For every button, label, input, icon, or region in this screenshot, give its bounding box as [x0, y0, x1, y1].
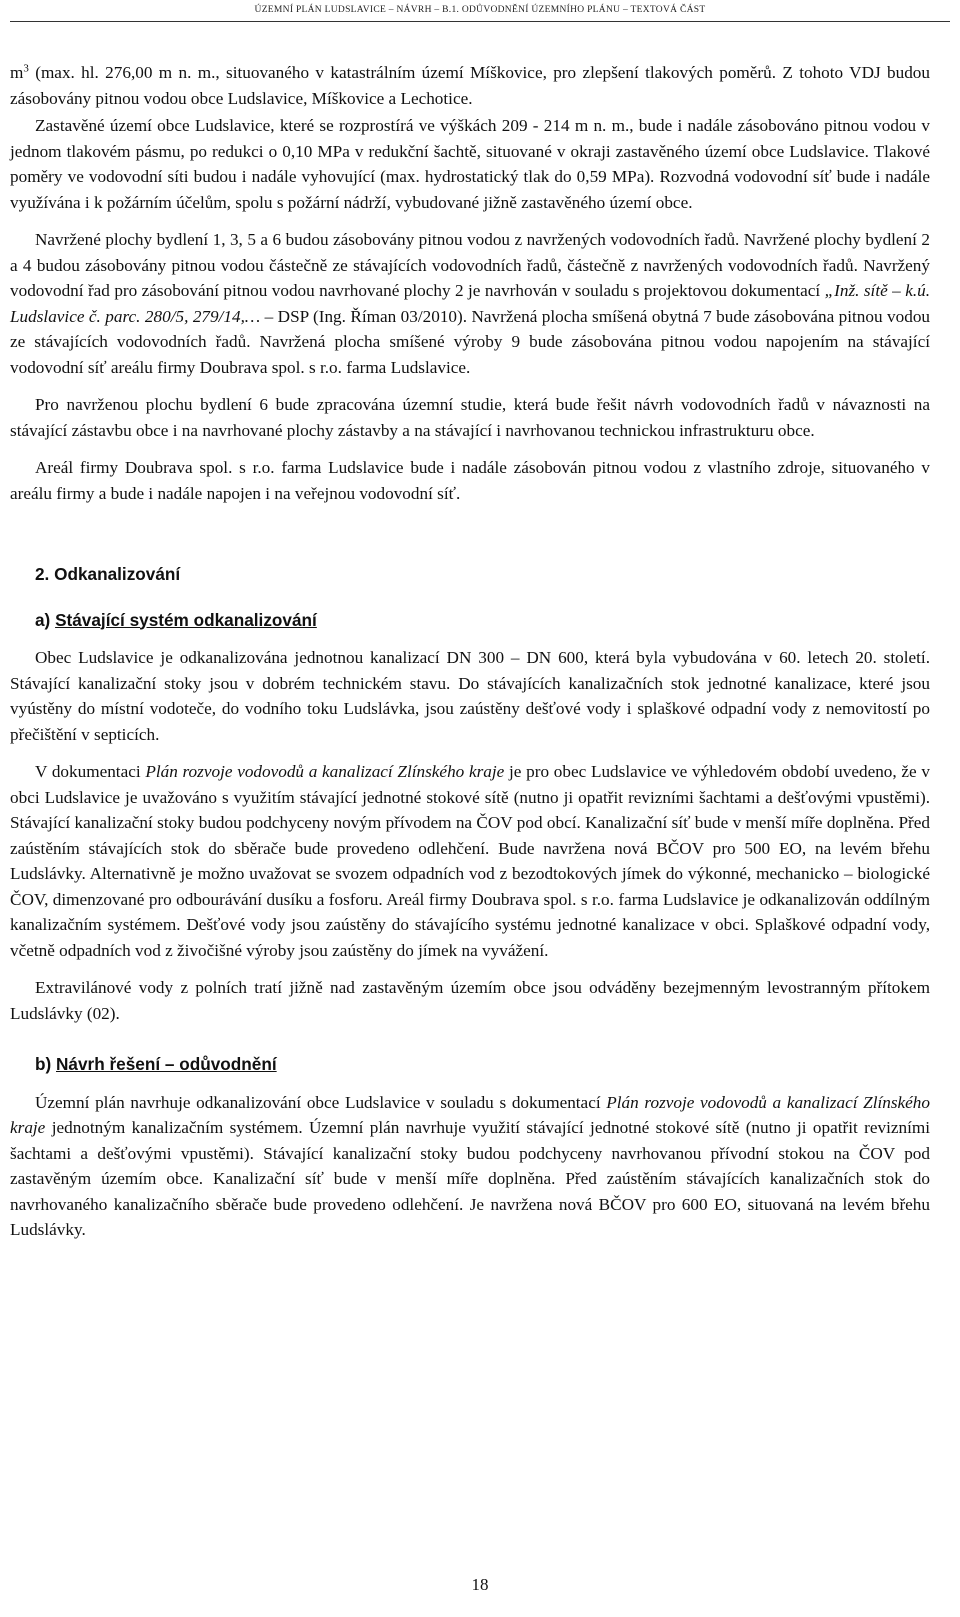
paragraph-text: DSP (Ing. Říman 03/2010). Navržená plocha smíšená obytná 7 bude zásobována pitnou vodou ze stávajících vodovodních řadů. Navržená plocha smíšené výroby 9 bude zásobována pitnou vodou napojením na stávající vodovodní síť areálu firmy Doubrava spol. s r.o. farma Ludslavice.	[10, 306, 931, 377]
header-divider	[10, 21, 950, 22]
paragraph-text: jednotným kanalizačním systémem. Územní plán navrhuje využití stávající jednotné stokové sítě (nutno ji opatřit revizními šachtami a dešťovými vpustěmi). Stávající kanalizační stoky budou podchyceny navrhovanou přívodní stokou na ČOV pod zastavěným územím obce. Kanalizační síť bude v menší míře doplněna. Před zaústěním stávajících kanalizačních stok do navrhovaného kanalizačního sběrače bude provedeno odlehčení. Je navržena nová BČOV pro 600 EO, situovaná na levém břehu Ludslávky.	[10, 1118, 930, 1239]
paragraph-water-reservoir	[10, 60, 930, 111]
running-header: ÚZEMNÍ PLÁN LUDSLAVICE – NÁVRH – B.1. ODŮVODNĚNÍ ÚZEMNÍHO PLÁNU – TEXTOVÁ ČÁST	[254, 5, 706, 15]
paragraph-existing-sewer: Obec Ludslavice je odkanalizována jednotnou kanalizací DN 300 – DN 600, která byla vybudována v 60. letech 20. století. Stávající kanalizační stoky jsou v dobrém technickém stavu. Do stávajících kanalizačních stok jednotné kanalizace, které jsou vyústěny do místní vodoteče, do vodního toku Ludslávka, jsou zaústěny dešťové vody i splaškové odpadní vody z nemovitostí po přečištění v septicích.	[10, 648, 930, 744]
subsection-title: Návrh řešení – odůvodnění	[56, 1054, 277, 1074]
page-number: 18	[471, 1575, 489, 1594]
subsection-title: Stávající systém odkanalizování	[55, 609, 317, 630]
subsection-prefix: a)	[35, 609, 56, 630]
section-heading-sewerage: 2. Odkanalizování	[35, 564, 181, 584]
paragraph-zoning-study: Pro navrženou plochu bydlení 6 bude zpracována územní studie, která bude řešit návrh vodovodních řadů v návaznosti na stávající zástavbu obce i na navrhované plochy zástavby a na stávající i navrhovanou technickou infrastrukturu obce.	[10, 395, 930, 440]
paragraph-farm-supply: Areál firmy Doubrava spol. s r.o. farma Ludslavice bude i nadále zásobován pitnou vodou z vlastního zdroje, situovaného v areálu firmy a bude i nadále napojen i na veřejnou vodovodní síť.	[10, 458, 930, 503]
paragraph-text: Územní plán navrhuje odkanalizování obce Ludslavice v souladu s dokumentací	[35, 1092, 607, 1112]
document-reference: Plán rozvoje vodovodů a kanalizací Zlínského kraje	[10, 1092, 930, 1137]
document-reference: Plán rozvoje vodovodů a kanalizací Zlínského kraje	[145, 762, 505, 781]
paragraph-text: V dokumentaci	[35, 762, 146, 781]
paragraph-pressure-zone: Zastavěné území obce Ludslavice, které se rozprostírá ve výškách 209 - 214 m n. m., bude i nadále zásobováno pitnou vodou v jednom tlakovém pásmu, po redukci o 0,10 MPa v redukční šachtě, situované v okraji zastavěného území obce Ludslavice. Tlakové poměry ve vodovodní síti budou i nadále vyhovující (max. hydrostatický tlak do 0,59 MPa). Rozvodná vodovodní síť bude i nadále využívána i k požárním účelům, spolu s požární nádrží, vybudované jižně zastavěného území obce.	[10, 116, 930, 212]
subsection-prefix: b)	[35, 1054, 56, 1074]
subsection-heading-proposal	[35, 1052, 930, 1078]
paragraph-text: (max. hl. 276,00 m n. m., situovaného v katastrálním území Míškovice, pro zlepšení tlakových poměrů. Z tohoto VDJ budou zásobovány pitnou vodou obce Ludslavice, Míškovice a Lechotice.	[10, 63, 930, 108]
paragraph-proposed-areas	[10, 227, 930, 380]
document-body	[10, 60, 930, 1255]
paragraph-proposal	[10, 1090, 930, 1243]
unit-text: m	[10, 63, 24, 82]
paragraph-regional-plan	[10, 759, 930, 963]
subsection-heading-existing-system	[35, 608, 930, 634]
paragraph-text: je pro obec Ludslavice ve výhledovém období uvedeno, že v obci Ludslavice je uvažováno s využitím stávající jednotné stokové sítě (nutno ji opatřit revizními šachtami a dešťovými vpustěmi). Stávající kanalizační stoky budou podchyceny novým přívodem na ČOV pod obcí. Kanalizační síť bude v menší míře doplněna. Před zaústěním stávajících stok do sběrače bude provedeno odlehčení. Bude navržena nová BČOV pro 500 EO, na levém břehu Ludslávky. Alternativně je možno uvažovat se svozem odpadních vod z bezodtokových jímek do výkonné, mechanicko – biologické ČOV, dimenzované pro odbourávání dusíku a fosforu. Areál firmy Doubrava spol. s r.o. farma Ludslavice je odkanalizován oddílným kanalizačním systémem. Dešťové vody jsou zaústěny do stávajícího systému jednotné kanalizace v obci. Splaškové odpadní vody, včetně odpadních vod z živočišné výroby jsou zaústěny do jímek na vyvážení.	[10, 762, 930, 960]
document-reference: „Inž. sítě – k.ú. Ludslavice č. parc. 280/5, 279/14,… –	[10, 281, 931, 326]
paragraph-text: Navržené plochy bydlení 1, 3, 5 a 6 budou zásobovány pitnou vodou z navržených vodovodních řadů. Navržené plochy bydlení 2 a 4 budou zásobovány pitnou vodou částečně ze stávajících vodovodních řadů, částečně z navržených vodovodních řadů. Navržený vodovodní řad pro zásobování pitnou vodou navrhované plochy 2 je navrhován v souladu s projektovou dokumentací	[10, 230, 930, 300]
paragraph-extravilan-water: Extravilánové vody z polních tratí jižně nad zastavěným územím obce jsou odváděny bezejmenným levostranným přítokem Ludslávky (02).	[10, 978, 930, 1023]
unit-superscript: 3	[23, 62, 29, 75]
